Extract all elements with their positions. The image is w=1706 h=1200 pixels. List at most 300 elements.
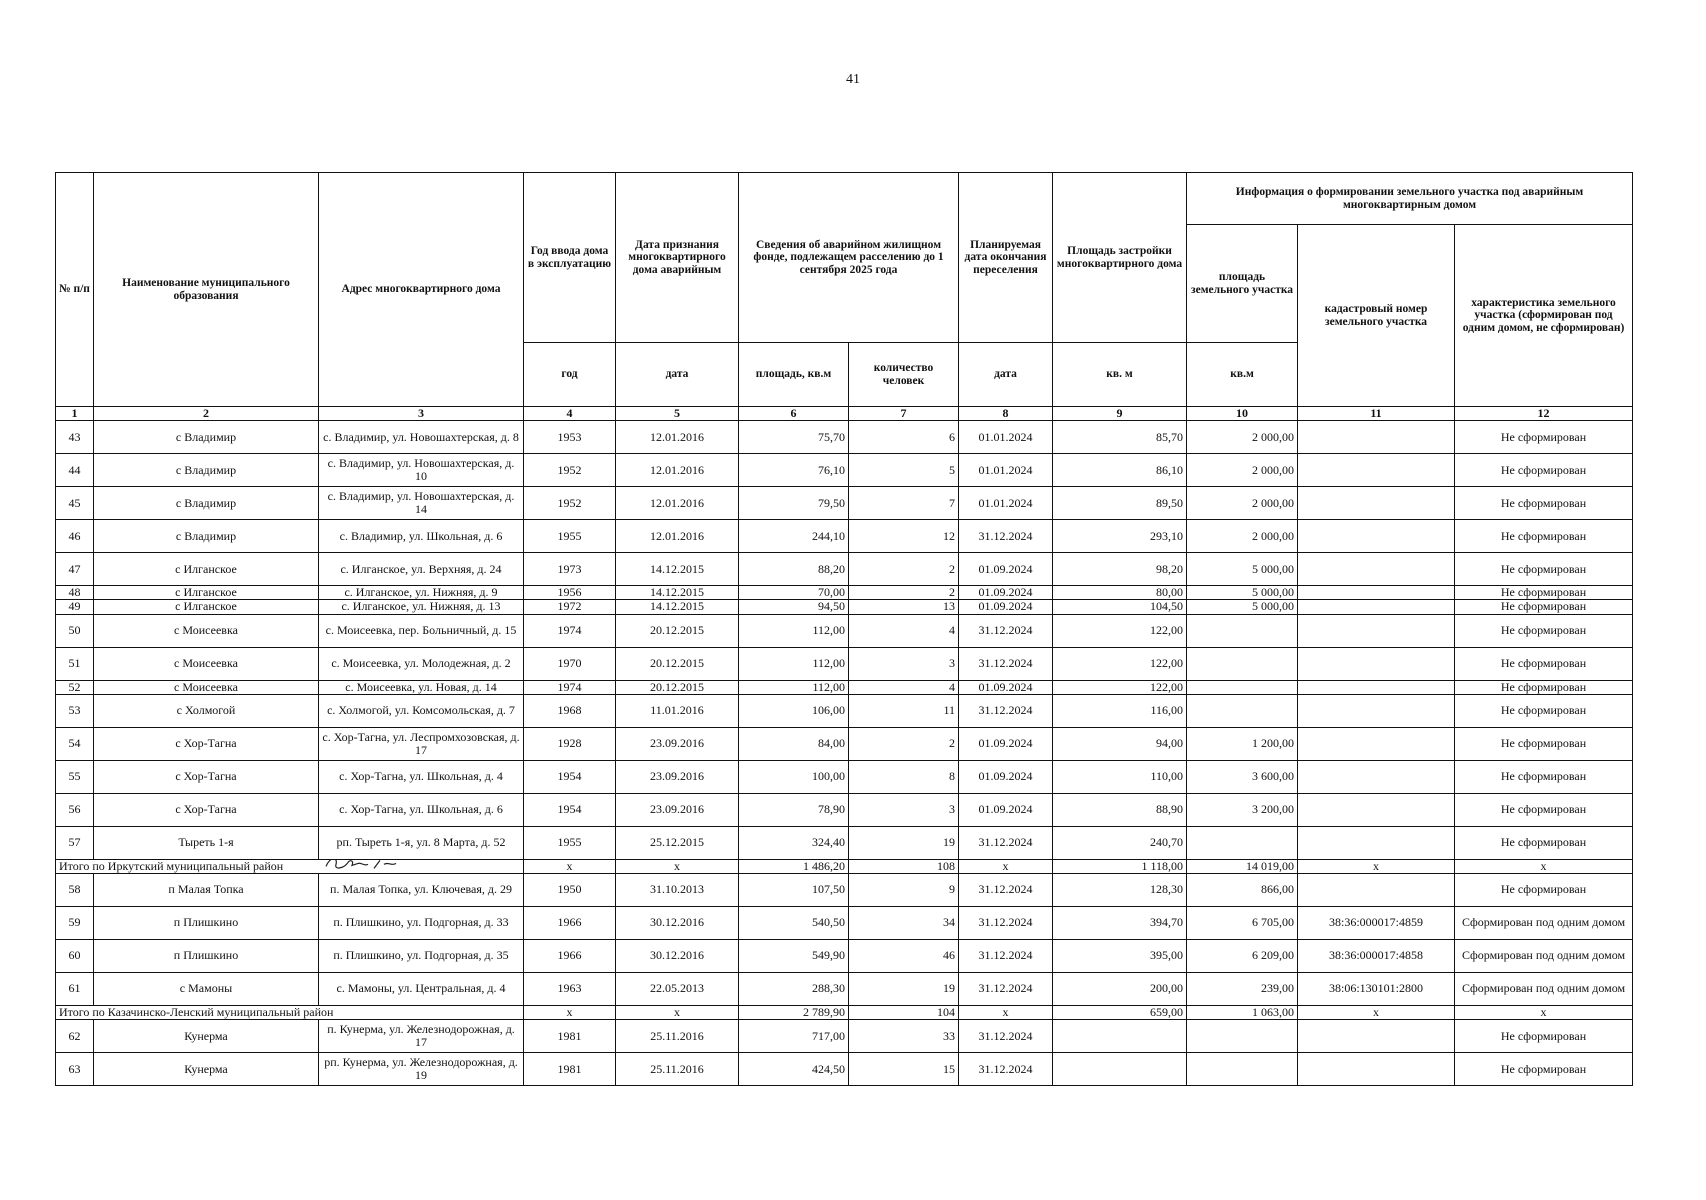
cell-year-built: x	[524, 1005, 616, 1019]
cell-land-area: 3 600,00	[1187, 760, 1298, 793]
cell-date-recognized: 20.12.2015	[616, 647, 739, 680]
cell-year-built: 1952	[524, 487, 616, 520]
cell-cadastral-number	[1298, 647, 1455, 680]
cell-land-area: 14 019,00	[1187, 859, 1298, 873]
table-row	[56, 600, 1633, 614]
cell-date-recognized: 23.09.2016	[616, 727, 739, 760]
cell-municipality: п Малая Топка	[94, 873, 319, 906]
cell-municipality: с Мамоны	[94, 972, 319, 1005]
cell-land-area	[1187, 614, 1298, 647]
cell-year-built: 1966	[524, 906, 616, 939]
cell-municipality: с Владимир	[94, 454, 319, 487]
cell-area: 88,20	[739, 553, 849, 586]
cell-year-built: 1974	[524, 680, 616, 694]
cell-municipality: Кунерма	[94, 1020, 319, 1053]
total-label	[56, 859, 524, 873]
cell-land-status: Не сформирован	[1455, 1020, 1633, 1053]
table-row	[56, 972, 1633, 1005]
table-row	[56, 421, 1633, 454]
table-row	[56, 520, 1633, 553]
cell-year-built: 1970	[524, 647, 616, 680]
cell-row-number: 54	[56, 727, 94, 760]
table-row	[56, 454, 1633, 487]
cell-planned-date: 31.12.2024	[959, 694, 1053, 727]
cell-area: 324,40	[739, 826, 849, 859]
cell-row-number: 44	[56, 454, 94, 487]
cell-row-number: 49	[56, 600, 94, 614]
cell-year-built: 1928	[524, 727, 616, 760]
cell-land-status: Не сформирован	[1455, 727, 1633, 760]
cell-planned-date: 01.09.2024	[959, 586, 1053, 600]
cell-cadastral-number: 38:06:130101:2800	[1298, 972, 1455, 1005]
unit-area: площадь, кв.м	[739, 343, 849, 407]
header-planned-date: Планируемая дата окончания переселения	[959, 173, 1053, 343]
cell-planned-date: 31.12.2024	[959, 1020, 1053, 1053]
cell-row-number: 57	[56, 826, 94, 859]
cell-planned-date: 31.12.2024	[959, 1053, 1053, 1086]
cell-land-status: Сформирован под одним домом	[1455, 906, 1633, 939]
cell-address: с. Холмогой, ул. Комсомольская, д. 7	[319, 694, 524, 727]
cell-area: 112,00	[739, 647, 849, 680]
cell-land-area: 2 000,00	[1187, 421, 1298, 454]
cell-people-count: 15	[849, 1053, 959, 1086]
cell-year-built: 1955	[524, 520, 616, 553]
cell-land-area: 2 000,00	[1187, 487, 1298, 520]
cell-address: с. Илганское, ул. Нижняя, д. 13	[319, 600, 524, 614]
cell-land-area	[1187, 647, 1298, 680]
total-label	[56, 1005, 524, 1019]
header-land-area: площадь земельного участка	[1187, 225, 1298, 343]
cell-address: с. Владимир, ул. Новошахтерская, д. 8	[319, 421, 524, 454]
cell-row-number: 56	[56, 793, 94, 826]
cell-area: 549,90	[739, 939, 849, 972]
cell-people-count: 6	[849, 421, 959, 454]
cell-address: п. Плишкино, ул. Подгорная, д. 35	[319, 939, 524, 972]
cell-land-area: 5 000,00	[1187, 586, 1298, 600]
cell-address: с. Хор-Тагна, ул. Школьная, д. 4	[319, 760, 524, 793]
cell-building-area: 88,90	[1053, 793, 1187, 826]
cell-building-area: 240,70	[1053, 826, 1187, 859]
column-number: 3	[319, 407, 524, 421]
unit-date2: дата	[959, 343, 1053, 407]
cell-row-number: 55	[56, 760, 94, 793]
cell-building-area: 659,00	[1053, 1005, 1187, 1019]
cell-municipality: с Моисеевка	[94, 647, 319, 680]
cell-people-count: 19	[849, 826, 959, 859]
cell-building-area: 122,00	[1053, 614, 1187, 647]
header-address: Адрес многоквартирного дома	[319, 173, 524, 407]
cell-row-number: 46	[56, 520, 94, 553]
cell-cadastral-number	[1298, 1053, 1455, 1086]
cell-date-recognized: 12.01.2016	[616, 454, 739, 487]
cell-land-status: Не сформирован	[1455, 1053, 1633, 1086]
cell-people-count: 3	[849, 793, 959, 826]
cell-planned-date: 01.09.2024	[959, 793, 1053, 826]
cell-date-recognized: 31.10.2013	[616, 873, 739, 906]
cell-planned-date: 31.12.2024	[959, 614, 1053, 647]
cell-area: 106,00	[739, 694, 849, 727]
cell-municipality: с Илганское	[94, 600, 319, 614]
cell-date-recognized: 14.12.2015	[616, 600, 739, 614]
cell-address: с. Моисеевка, ул. Новая, д. 14	[319, 680, 524, 694]
cell-date-recognized: 12.01.2016	[616, 487, 739, 520]
cell-land-area: 5 000,00	[1187, 600, 1298, 614]
unit-people: количество человек	[849, 343, 959, 407]
table-row	[56, 793, 1633, 826]
cell-year-built: 1974	[524, 614, 616, 647]
cell-area: 78,90	[739, 793, 849, 826]
header-building-area: Площадь застройки многоквартирного дома	[1053, 173, 1187, 343]
cell-area: 75,70	[739, 421, 849, 454]
cell-cadastral-number	[1298, 680, 1455, 694]
cell-municipality: с Моисеевка	[94, 614, 319, 647]
column-number: 6	[739, 407, 849, 421]
cell-row-number: 45	[56, 487, 94, 520]
cell-year-built: 1963	[524, 972, 616, 1005]
cell-building-area: 104,50	[1053, 600, 1187, 614]
cell-date-recognized: 25.11.2016	[616, 1053, 739, 1086]
cell-row-number: 51	[56, 647, 94, 680]
cell-municipality: с Хор-Тагна	[94, 793, 319, 826]
cell-date-recognized: 30.12.2016	[616, 939, 739, 972]
cell-building-area: 200,00	[1053, 972, 1187, 1005]
column-number: 4	[524, 407, 616, 421]
cell-planned-date: 31.12.2024	[959, 647, 1053, 680]
cell-planned-date: 31.12.2024	[959, 939, 1053, 972]
cell-row-number: 52	[56, 680, 94, 694]
cell-land-status: Не сформирован	[1455, 553, 1633, 586]
cell-year-built: 1972	[524, 600, 616, 614]
cell-row-number: 50	[56, 614, 94, 647]
header-municipality: Наименование муниципального образования	[94, 173, 319, 407]
cell-area: 1 486,20	[739, 859, 849, 873]
cell-year-built: 1966	[524, 939, 616, 972]
page-number: 41	[846, 72, 860, 87]
cell-people-count: 46	[849, 939, 959, 972]
cell-year-built: 1981	[524, 1053, 616, 1086]
cell-row-number: 43	[56, 421, 94, 454]
table-row	[56, 1020, 1633, 1053]
cell-municipality: п Плишкино	[94, 906, 319, 939]
cell-row-number: 59	[56, 906, 94, 939]
cell-land-area: 6 705,00	[1187, 906, 1298, 939]
cell-building-area: 80,00	[1053, 586, 1187, 600]
cell-land-area: 1 200,00	[1187, 727, 1298, 760]
cell-planned-date: 01.01.2024	[959, 454, 1053, 487]
cell-planned-date: 01.09.2024	[959, 760, 1053, 793]
table-row	[56, 1053, 1633, 1086]
cell-building-area: 1 118,00	[1053, 859, 1187, 873]
cell-cadastral-number: 38:36:000017:4858	[1298, 939, 1455, 972]
cell-municipality: с Владимир	[94, 487, 319, 520]
column-number: 2	[94, 407, 319, 421]
cell-cadastral-number	[1298, 694, 1455, 727]
cell-cadastral-number	[1298, 487, 1455, 520]
cell-date-recognized: 30.12.2016	[616, 906, 739, 939]
cell-address: с. Владимир, ул. Новошахтерская, д. 14	[319, 487, 524, 520]
cell-cadastral-number	[1298, 600, 1455, 614]
cell-address: рп. Тыреть 1-я, ул. 8 Марта, д. 52	[319, 826, 524, 859]
cell-area: 70,00	[739, 586, 849, 600]
header-emergency-info: Сведения об аварийном жилищном фонде, подлежащем расселению до 1 сентября 2025 года	[739, 173, 959, 343]
cell-people-count: 13	[849, 600, 959, 614]
cell-area: 112,00	[739, 614, 849, 647]
table-body	[56, 421, 1633, 1086]
cell-area: 100,00	[739, 760, 849, 793]
cell-area: 76,10	[739, 454, 849, 487]
cell-year-built: 1956	[524, 586, 616, 600]
cell-area: 424,50	[739, 1053, 849, 1086]
cell-planned-date: 01.09.2024	[959, 600, 1053, 614]
cell-date-recognized: 12.01.2016	[616, 421, 739, 454]
cell-cadastral-number: x	[1298, 1005, 1455, 1019]
cell-planned-date: 01.01.2024	[959, 421, 1053, 454]
cell-date-recognized: 20.12.2015	[616, 680, 739, 694]
cell-year-built: 1954	[524, 793, 616, 826]
cell-row-number: 60	[56, 939, 94, 972]
cell-building-area	[1053, 1020, 1187, 1053]
cell-municipality: Кунерма	[94, 1053, 319, 1086]
cell-date-recognized: 14.12.2015	[616, 553, 739, 586]
cell-land-area: 6 209,00	[1187, 939, 1298, 972]
cell-people-count: 12	[849, 520, 959, 553]
cell-row-number: 63	[56, 1053, 94, 1086]
cell-municipality: с Хор-Тагна	[94, 727, 319, 760]
cell-area: 288,30	[739, 972, 849, 1005]
cell-address: рп. Кунерма, ул. Железнодорожная, д. 19	[319, 1053, 524, 1086]
cell-row-number: 58	[56, 873, 94, 906]
cell-building-area: 116,00	[1053, 694, 1187, 727]
cell-row-number: 61	[56, 972, 94, 1005]
column-number: 10	[1187, 407, 1298, 421]
total-row	[56, 859, 1633, 873]
cell-area: 94,50	[739, 600, 849, 614]
unit-sqm2: кв.м	[1187, 343, 1298, 407]
unit-year: год	[524, 343, 616, 407]
cell-land-status: x	[1455, 859, 1633, 873]
table-row	[56, 760, 1633, 793]
cell-planned-date: 31.12.2024	[959, 906, 1053, 939]
table-row	[56, 553, 1633, 586]
cell-land-status: Не сформирован	[1455, 454, 1633, 487]
cell-land-status: Не сформирован	[1455, 873, 1633, 906]
cell-date-recognized: 22.05.2013	[616, 972, 739, 1005]
cell-cadastral-number	[1298, 1020, 1455, 1053]
cell-year-built: 1953	[524, 421, 616, 454]
cell-cadastral-number	[1298, 586, 1455, 600]
cell-cadastral-number	[1298, 614, 1455, 647]
cell-cadastral-number	[1298, 520, 1455, 553]
cell-address: с. Илганское, ул. Нижняя, д. 9	[319, 586, 524, 600]
cell-year-built: 1950	[524, 873, 616, 906]
cell-land-status: Не сформирован	[1455, 614, 1633, 647]
cell-date-recognized: x	[616, 859, 739, 873]
cell-cadastral-number	[1298, 553, 1455, 586]
cell-people-count: 19	[849, 972, 959, 1005]
cell-cadastral-number	[1298, 873, 1455, 906]
cell-land-status: Не сформирован	[1455, 680, 1633, 694]
header-cadastral: кадастровый номер земельного участка	[1298, 225, 1455, 407]
cell-land-status: Не сформирован	[1455, 694, 1633, 727]
header-year-built: Год ввода дома в эксплуатацию	[524, 173, 616, 343]
cell-cadastral-number: 38:36:000017:4859	[1298, 906, 1455, 939]
table-header	[56, 173, 1633, 421]
cell-building-area: 85,70	[1053, 421, 1187, 454]
cell-year-built: 1981	[524, 1020, 616, 1053]
column-number: 8	[959, 407, 1053, 421]
cell-land-area	[1187, 694, 1298, 727]
cell-land-status: Не сформирован	[1455, 421, 1633, 454]
cell-municipality: Тыреть 1-я	[94, 826, 319, 859]
cell-address: с. Владимир, ул. Школьная, д. 6	[319, 520, 524, 553]
cell-date-recognized: x	[616, 1005, 739, 1019]
cell-year-built: 1968	[524, 694, 616, 727]
cell-address: с. Хор-Тагна, ул. Леспромхозовская, д. 17	[319, 727, 524, 760]
cell-area: 244,10	[739, 520, 849, 553]
total-label-text: Итого по Иркутский муниципальный район	[59, 859, 284, 873]
cell-building-area: 110,00	[1053, 760, 1187, 793]
cell-address: с. Владимир, ул. Новошахтерская, д. 10	[319, 454, 524, 487]
cell-address: с. Мамоны, ул. Центральная, д. 4	[319, 972, 524, 1005]
header-land-info: Информация о формировании земельного участка под аварийным многоквартирным домом	[1187, 173, 1633, 225]
cell-people-count: 2	[849, 586, 959, 600]
cell-building-area: 86,10	[1053, 454, 1187, 487]
cell-building-area	[1053, 1053, 1187, 1086]
cell-land-area: 239,00	[1187, 972, 1298, 1005]
cell-address: с. Моисеевка, пер. Больничный, д. 15	[319, 614, 524, 647]
cell-area: 112,00	[739, 680, 849, 694]
cell-area: 2 789,90	[739, 1005, 849, 1019]
cell-people-count: 9	[849, 873, 959, 906]
cell-planned-date: 31.12.2024	[959, 520, 1053, 553]
cell-cadastral-number: x	[1298, 859, 1455, 873]
cell-land-area	[1187, 680, 1298, 694]
column-number: 1	[56, 407, 94, 421]
cell-area: 84,00	[739, 727, 849, 760]
table-row	[56, 647, 1633, 680]
cell-planned-date: 31.12.2024	[959, 873, 1053, 906]
cell-municipality: с Моисеевка	[94, 680, 319, 694]
cell-building-area: 122,00	[1053, 647, 1187, 680]
cell-planned-date: 01.01.2024	[959, 487, 1053, 520]
emergency-housing-table	[55, 172, 1633, 1086]
cell-municipality: с Илганское	[94, 553, 319, 586]
cell-land-area	[1187, 826, 1298, 859]
cell-date-recognized: 23.09.2016	[616, 760, 739, 793]
cell-municipality: с Хор-Тагна	[94, 760, 319, 793]
cell-building-area: 122,00	[1053, 680, 1187, 694]
cell-people-count: 33	[849, 1020, 959, 1053]
cell-address: с. Хор-Тагна, ул. Школьная, д. 6	[319, 793, 524, 826]
cell-building-area: 394,70	[1053, 906, 1187, 939]
cell-address: с. Илганское, ул. Верхняя, д. 24	[319, 553, 524, 586]
cell-cadastral-number	[1298, 727, 1455, 760]
cell-people-count: 4	[849, 614, 959, 647]
cell-land-area: 3 200,00	[1187, 793, 1298, 826]
cell-people-count: 2	[849, 553, 959, 586]
cell-area: 540,50	[739, 906, 849, 939]
cell-land-status: Не сформирован	[1455, 760, 1633, 793]
cell-date-recognized: 25.12.2015	[616, 826, 739, 859]
table-row	[56, 727, 1633, 760]
header-date-recognized: Дата признания многоквартирного дома аварийным	[616, 173, 739, 343]
table-row	[56, 939, 1633, 972]
cell-building-area: 293,10	[1053, 520, 1187, 553]
cell-date-recognized: 20.12.2015	[616, 614, 739, 647]
cell-land-status: Не сформирован	[1455, 793, 1633, 826]
cell-land-status: Не сформирован	[1455, 487, 1633, 520]
cell-municipality: с Илганское	[94, 586, 319, 600]
cell-row-number: 48	[56, 586, 94, 600]
cell-people-count: 5	[849, 454, 959, 487]
table-row	[56, 826, 1633, 859]
cell-address: п. Плишкино, ул. Подгорная, д. 33	[319, 906, 524, 939]
total-row	[56, 1005, 1633, 1019]
unit-sqm: кв. м	[1053, 343, 1187, 407]
cell-date-recognized: 11.01.2016	[616, 694, 739, 727]
column-number: 5	[616, 407, 739, 421]
cell-year-built: 1955	[524, 826, 616, 859]
cell-municipality: с Холмогой	[94, 694, 319, 727]
handwritten-signature	[324, 859, 414, 873]
header-land-status: характеристика земельного участка (сформирован под одним домом, не сформирован)	[1455, 225, 1633, 407]
cell-municipality: с Владимир	[94, 520, 319, 553]
cell-area: 717,00	[739, 1020, 849, 1053]
cell-land-status: Сформирован под одним домом	[1455, 939, 1633, 972]
cell-land-area	[1187, 1053, 1298, 1086]
cell-area: 107,50	[739, 873, 849, 906]
cell-building-area: 94,00	[1053, 727, 1187, 760]
cell-people-count: 4	[849, 680, 959, 694]
cell-land-status: Не сформирован	[1455, 600, 1633, 614]
column-number: 11	[1298, 407, 1455, 421]
cell-land-status: Не сформирован	[1455, 647, 1633, 680]
cell-cadastral-number	[1298, 454, 1455, 487]
table-row	[56, 586, 1633, 600]
column-number: 9	[1053, 407, 1187, 421]
cell-date-recognized: 14.12.2015	[616, 586, 739, 600]
cell-people-count: 7	[849, 487, 959, 520]
table-row	[56, 614, 1633, 647]
cell-row-number: 47	[56, 553, 94, 586]
cell-building-area: 395,00	[1053, 939, 1187, 972]
cell-people-count: 34	[849, 906, 959, 939]
cell-planned-date: 01.09.2024	[959, 680, 1053, 694]
cell-row-number: 53	[56, 694, 94, 727]
cell-year-built: 1954	[524, 760, 616, 793]
column-number: 7	[849, 407, 959, 421]
cell-land-area: 1 063,00	[1187, 1005, 1298, 1019]
cell-people-count: 3	[849, 647, 959, 680]
cell-municipality: п Плишкино	[94, 939, 319, 972]
cell-cadastral-number	[1298, 793, 1455, 826]
cell-land-area: 2 000,00	[1187, 520, 1298, 553]
table-row	[56, 873, 1633, 906]
cell-people-count: 108	[849, 859, 959, 873]
table-row	[56, 694, 1633, 727]
cell-land-status: Не сформирован	[1455, 586, 1633, 600]
cell-address: п. Кунерма, ул. Железнодорожная, д. 17	[319, 1020, 524, 1053]
cell-land-area: 5 000,00	[1187, 553, 1298, 586]
cell-people-count: 104	[849, 1005, 959, 1019]
cell-cadastral-number	[1298, 760, 1455, 793]
cell-area: 79,50	[739, 487, 849, 520]
unit-date: дата	[616, 343, 739, 407]
cell-date-recognized: 12.01.2016	[616, 520, 739, 553]
table-row	[56, 680, 1633, 694]
cell-planned-date: x	[959, 1005, 1053, 1019]
cell-year-built: x	[524, 859, 616, 873]
